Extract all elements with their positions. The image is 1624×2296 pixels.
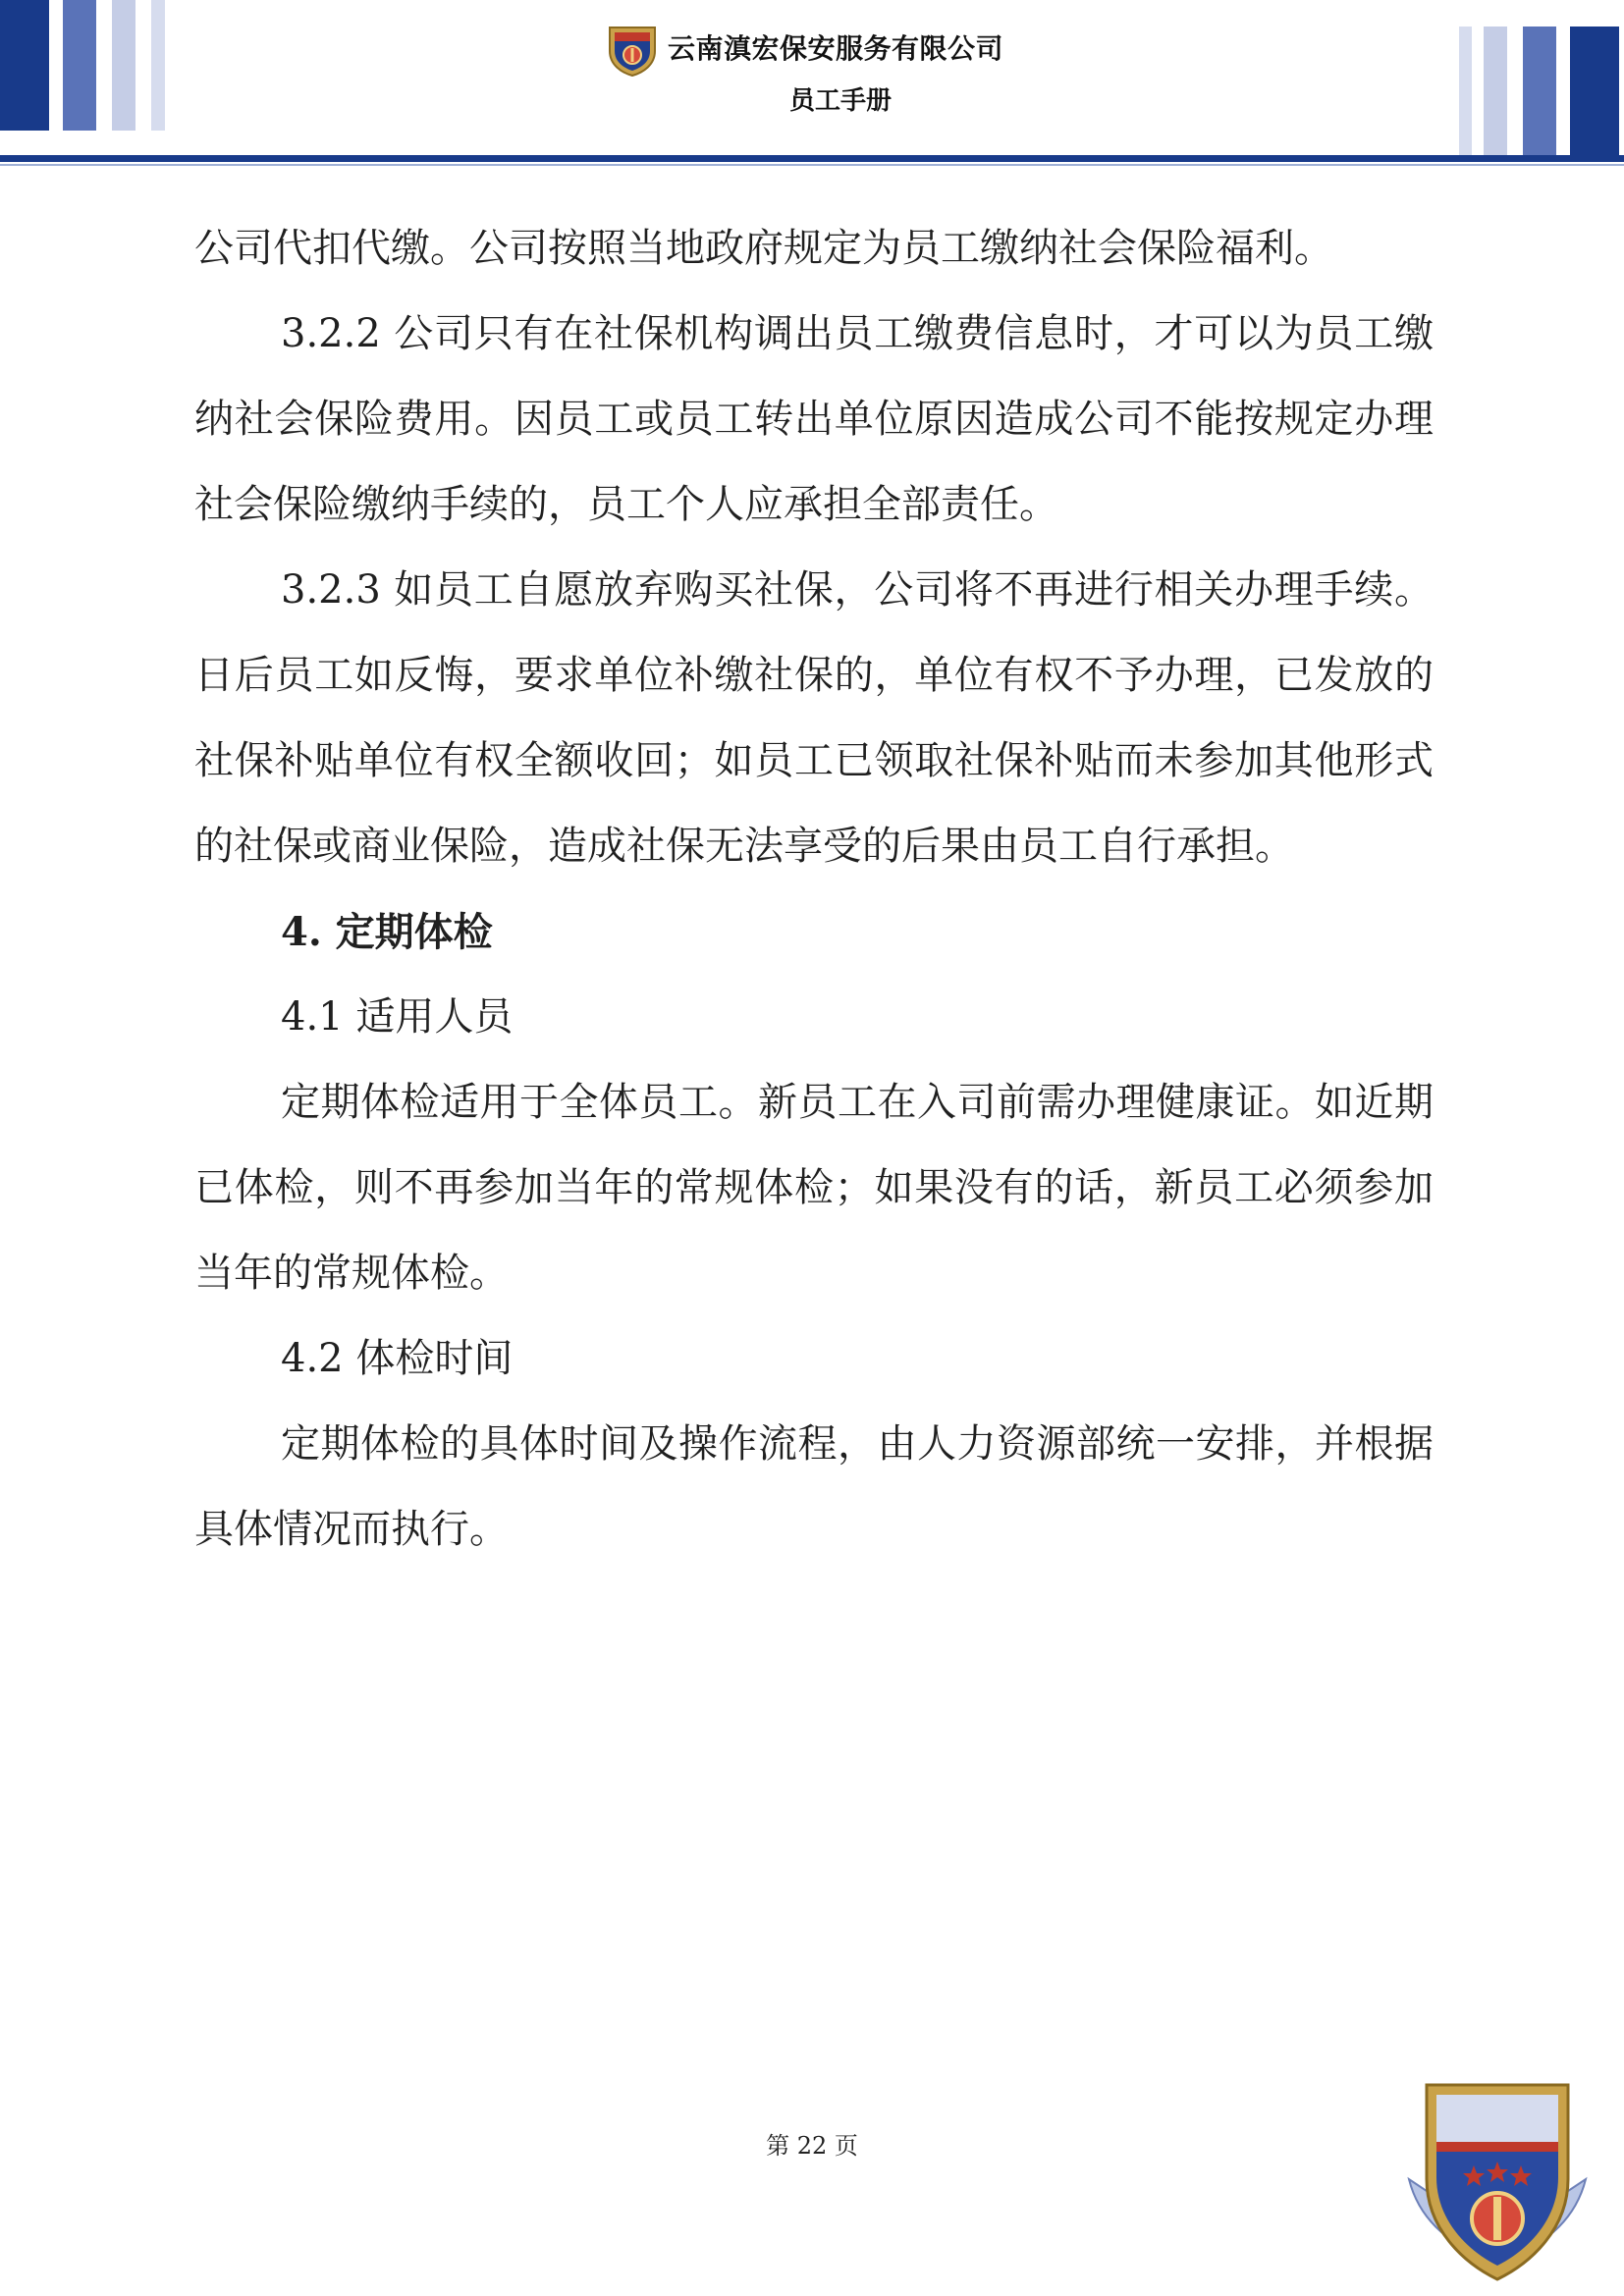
subheading-4-2: 4.2 体检时间 bbox=[281, 1336, 514, 1381]
paragraph-4-2: 定期体检的具体时间及操作流程，由人力资源部统一安排，并根据具体情况而执行。 bbox=[194, 1421, 1434, 1552]
header-rule-thin bbox=[0, 164, 1624, 166]
header-stripe-right-3 bbox=[1523, 27, 1556, 155]
header-stripe-right-2 bbox=[1484, 27, 1507, 155]
page-number: 第 22 页 bbox=[766, 2132, 858, 2160]
header-stripe-right-1 bbox=[1459, 27, 1472, 155]
header-stripe-left-4 bbox=[151, 0, 165, 131]
header-rule bbox=[0, 155, 1624, 162]
header-stripe-left-3 bbox=[112, 0, 135, 131]
company-name: 云南滇宏保安服务有限公司 bbox=[668, 32, 1004, 65]
page-body bbox=[194, 206, 1434, 1573]
paragraph-3-2-3: 3.2.3 如员工自愿放弃购买社保，公司将不再进行相关办理手续。日后员工如反悔，要求单位补缴社保的，单位有权不予办理，已发放的社保补贴单位有权全额收回；如员工已领取社保补贴而未参加其他形式的社保或商业保险，造成社保无法享受的后果由员工自行承担。 bbox=[194, 567, 1434, 869]
header-stripe-left-1 bbox=[0, 0, 49, 131]
subheading-4-1: 4.1 适用人员 bbox=[281, 994, 514, 1040]
section-heading-4: 4. 定期体检 bbox=[281, 909, 493, 955]
paragraph-3-2-2: 3.2.2 公司只有在社保机构调出员工缴费信息时，才可以为员工缴纳社会保险费用。因员工或员工转出单位原因造成公司不能按规定办理社会保险缴纳手续的，员工个人应承担全部责任。 bbox=[194, 311, 1434, 527]
paragraph-continued: 公司代扣代缴。公司按照当地政府规定为员工缴纳社会保险福利。 bbox=[194, 226, 1333, 271]
company-logo-icon bbox=[606, 22, 659, 77]
header-stripe-left-2 bbox=[63, 0, 96, 131]
company-badge-icon bbox=[1399, 2071, 1596, 2287]
document-title: 员工手册 bbox=[788, 86, 892, 116]
paragraph-4-1: 定期体检适用于全体员工。新员工在入司前需办理健康证。如近期已体检，则不再参加当年的常规体检；如果没有的话，新员工必须参加当年的常规体检。 bbox=[194, 1080, 1434, 1296]
header-stripe-right-4 bbox=[1570, 27, 1619, 155]
